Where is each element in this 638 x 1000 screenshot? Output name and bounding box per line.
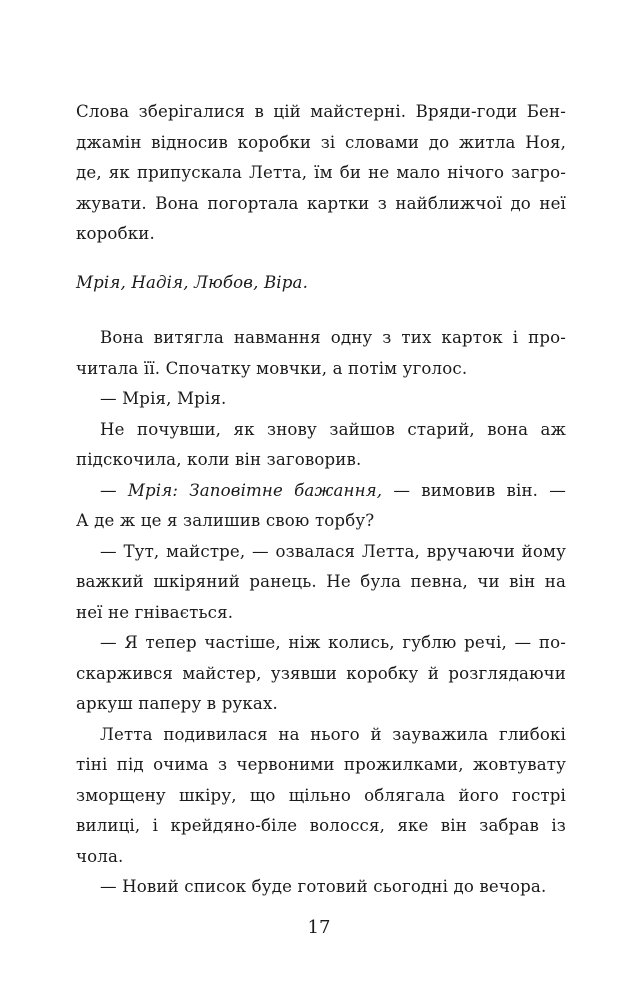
text-line: чола. (76, 846, 124, 866)
text-line: аркуш паперу в руках. (76, 694, 278, 713)
dialogue-section (76, 323, 566, 903)
dialogue-line: — Мрія, Мрія. (100, 389, 227, 408)
text-line: джамін відносив коробки зі словами до житла Ноя, (76, 132, 566, 152)
italic-word-list: Мрія, Надія, Любов, Віра. (76, 273, 309, 292)
text-line: підскочила, коли він заговорив. (76, 450, 362, 469)
dialogue-line: — Я тепер частіше, ніж колись, гублю речі, — по- (100, 633, 566, 652)
text-line: А де ж це я залишив свою торбу? (76, 511, 375, 530)
text-line: важкий шкіряний ранець. Не була певна, чи він на (76, 572, 566, 591)
dialogue-line: — Тут, майстре, — озвалася Летта, вручаючи йому (100, 541, 566, 561)
dialogue-line: — Новий список буде готовий сьогодні до вечора. (100, 877, 547, 896)
dialogue-line-mixed (76, 476, 566, 507)
text-line: коробки. (76, 224, 155, 243)
text-line: зморщену шкіру, що щільно облягала його гострі (76, 785, 566, 805)
poem-line-block (76, 268, 566, 299)
text-line: Слова зберігалися в цій майстерні. Вряди-годи Бен- (76, 102, 566, 121)
paragraph-opening (76, 97, 566, 250)
text-line: вилиці, і крейдяно-біле волосся, яке він забрав із (76, 816, 566, 835)
text-line: Летта подивилася на нього й зауважила глибокі (100, 724, 566, 744)
text-line: скаржився майстер, узявши коробку й розглядаючи (76, 663, 566, 683)
text-line: неї не гнівається. (76, 602, 234, 622)
text-line: Вона витягла навмання одну з тих карток і про- (100, 328, 566, 347)
text-line: читала її. Спочатку мовчки, а потім уголос. (76, 358, 468, 378)
text-line: жувати. Вона погортала картки з найближчої до неї (76, 193, 566, 213)
speech-attribution: — вимовив він. — (393, 480, 566, 500)
page-number: 17 (307, 917, 331, 938)
text-line: тіні під очима з червоними прожилками, жовтувату (76, 755, 566, 774)
italic-quote: — Мрія: Заповітне бажання, (100, 480, 383, 500)
text-line: Не почувши, як знову зайшов старий, вона аж (100, 419, 566, 439)
text-line: де, як припускала Летта, їм би не мало нічого загро- (76, 163, 566, 182)
